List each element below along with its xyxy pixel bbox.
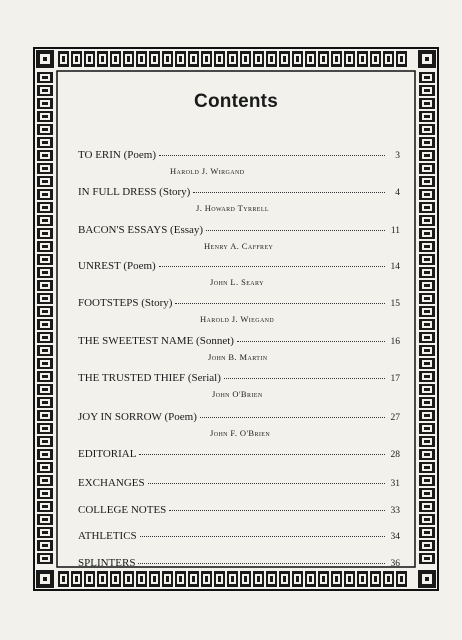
- entry-author: Harold J. Wirgand: [170, 166, 245, 176]
- dot-leader: [237, 341, 385, 342]
- dot-leader: [206, 230, 385, 231]
- toc-entry: [78, 411, 400, 439]
- dot-leader: [140, 536, 385, 537]
- dot-leader: [175, 303, 385, 304]
- entry-title: IN FULL DRESS (Story): [78, 186, 191, 198]
- dot-leader: [159, 155, 385, 156]
- toc-entry: [78, 477, 400, 490]
- toc-entry: [78, 186, 400, 214]
- entry-author: John F. O'Brien: [210, 428, 271, 438]
- entry-page: 17: [390, 374, 400, 384]
- entry-page: 34: [390, 532, 400, 542]
- entry-title: TO ERIN (Poem): [78, 149, 157, 161]
- toc-entry: [78, 224, 400, 252]
- entry-page: 4: [395, 188, 400, 198]
- contents-panel: [69, 71, 403, 569]
- toc-entry: [78, 557, 400, 570]
- entry-title: FOOTSTEPS (Story): [78, 297, 173, 309]
- toc-entry: [78, 530, 400, 543]
- toc-entry: [78, 372, 400, 400]
- entry-page: 16: [390, 337, 400, 347]
- dot-leader: [169, 510, 385, 511]
- entry-title: THE SWEETEST NAME (Sonnet): [78, 335, 234, 347]
- entry-page: 27: [390, 413, 400, 423]
- entry-author: J. Howard Tyrrell: [196, 203, 269, 213]
- entry-title: ATHLETICS: [78, 530, 137, 542]
- entry-title: JOY IN SORROW (Poem): [78, 411, 197, 423]
- entry-page: 11: [390, 226, 400, 236]
- entry-page: 3: [395, 151, 400, 161]
- entry-title: EXCHANGES: [78, 477, 145, 489]
- toc-entry: [78, 504, 400, 517]
- toc-entry: [78, 260, 400, 288]
- entry-title: THE TRUSTED THIEF (Serial): [78, 372, 221, 384]
- dot-leader: [138, 563, 385, 564]
- entry-page: 28: [390, 450, 400, 460]
- entry-title: BACON'S ESSAYS (Essay): [78, 224, 204, 236]
- toc-entry: [78, 448, 400, 461]
- entry-title: COLLEGE NOTES: [78, 504, 167, 516]
- entry-page: 31: [390, 479, 400, 489]
- entry-title: SPLINTERS: [78, 557, 136, 569]
- dot-leader: [224, 378, 385, 379]
- entry-page: 36: [390, 559, 400, 569]
- toc-entry: [78, 335, 400, 363]
- entry-page: 14: [390, 262, 400, 272]
- toc-entry: [78, 297, 400, 325]
- entry-page: 15: [390, 299, 400, 309]
- dot-leader: [148, 483, 385, 484]
- entry-author: John L. Seary: [210, 277, 264, 287]
- dot-leader: [159, 266, 385, 267]
- page-title: Contents: [194, 91, 278, 112]
- dot-leader: [193, 192, 385, 193]
- entry-page: 33: [390, 506, 400, 516]
- entry-title: EDITORIAL: [78, 448, 137, 460]
- dot-leader: [200, 417, 385, 418]
- entry-author: Harold J. Wiegand: [200, 314, 275, 324]
- dot-leader: [139, 454, 385, 455]
- decorative-frame: [33, 47, 439, 591]
- entry-author: John B. Martin: [208, 352, 268, 362]
- toc-entry: [78, 149, 400, 177]
- entry-author: Henry A. Caffrey: [204, 241, 274, 251]
- entry-author: John O'Brien: [212, 389, 263, 399]
- entry-title: UNREST (Poem): [78, 260, 156, 272]
